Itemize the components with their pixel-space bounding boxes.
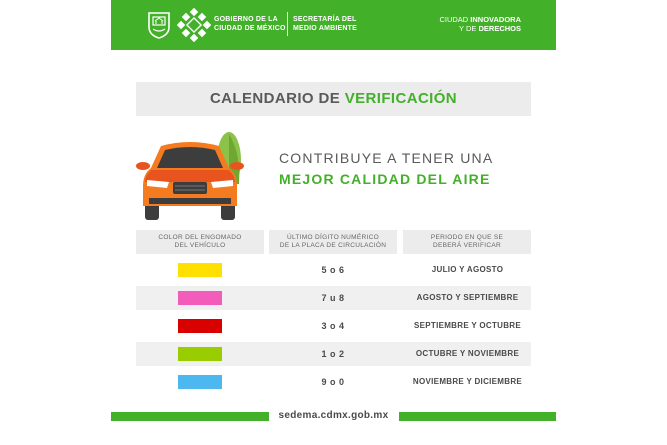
plate-digits: 5 o 6: [321, 265, 345, 275]
table-row: [136, 314, 531, 338]
header-color: COLOR DEL ENGOMADO DEL VEHÍCULO: [136, 230, 264, 254]
verification-period: OCTUBRE Y NOVIEMBRE: [415, 349, 520, 358]
city-shield-icon: [147, 11, 171, 39]
table-row: [136, 342, 531, 366]
sticker-color-swatch: [178, 263, 222, 277]
sticker-color-swatch: [178, 319, 222, 333]
header-period: PERIODO EN QUE SE DEBERÁ VERIFICAR: [403, 230, 531, 254]
verification-period: NOVIEMBRE Y DICIEMBRE: [412, 377, 523, 386]
verification-period: JULIO Y AGOSTO: [431, 265, 504, 274]
sticker-color-swatch: [178, 347, 222, 361]
plate-digits: 3 o 4: [321, 321, 345, 331]
plate-digits: 1 o 2: [321, 349, 345, 359]
table-row: [136, 286, 531, 310]
car-illustration-icon: [131, 124, 251, 224]
footer-url[interactable]: sedema.cdmx.gob.mx: [278, 410, 389, 421]
plate-digits: 9 o 0: [321, 377, 345, 387]
table-row: [136, 258, 531, 282]
header-divider: [287, 12, 288, 36]
ciudad-slogan: CIUDAD INNOVADORA Y DE DERECHOS: [439, 15, 521, 33]
infographic: [111, 0, 556, 445]
tagline-line2: MEJOR CALIDAD DEL AIRE: [279, 171, 491, 187]
verification-period: SEPTIEMBRE Y OCTUBRE: [413, 321, 522, 330]
gobierno-label: GOBIERNO DE LA CIUDAD DE MÉXICO: [214, 16, 286, 32]
secretaria-label: SECRETARÍA DEL MEDIO AMBIENTE: [293, 16, 357, 32]
page-title: CALENDARIO DE VERIFICACIÓN: [136, 82, 531, 116]
verification-period: AGOSTO Y SEPTIEMBRE: [416, 293, 519, 302]
header-digit: ÚLTIMO DÍGITO NUMÉRICO DE LA PLACA DE CIRCULACIÓN: [269, 230, 397, 254]
sticker-color-swatch: [178, 291, 222, 305]
table-row: [136, 370, 531, 394]
sticker-color-swatch: [178, 375, 222, 389]
plate-digits: 7 u 8: [321, 293, 345, 303]
header-bar: [111, 0, 556, 50]
tagline-line1: CONTRIBUYE A TENER UNA: [279, 150, 494, 166]
cdmx-logo-icon: [177, 8, 211, 42]
